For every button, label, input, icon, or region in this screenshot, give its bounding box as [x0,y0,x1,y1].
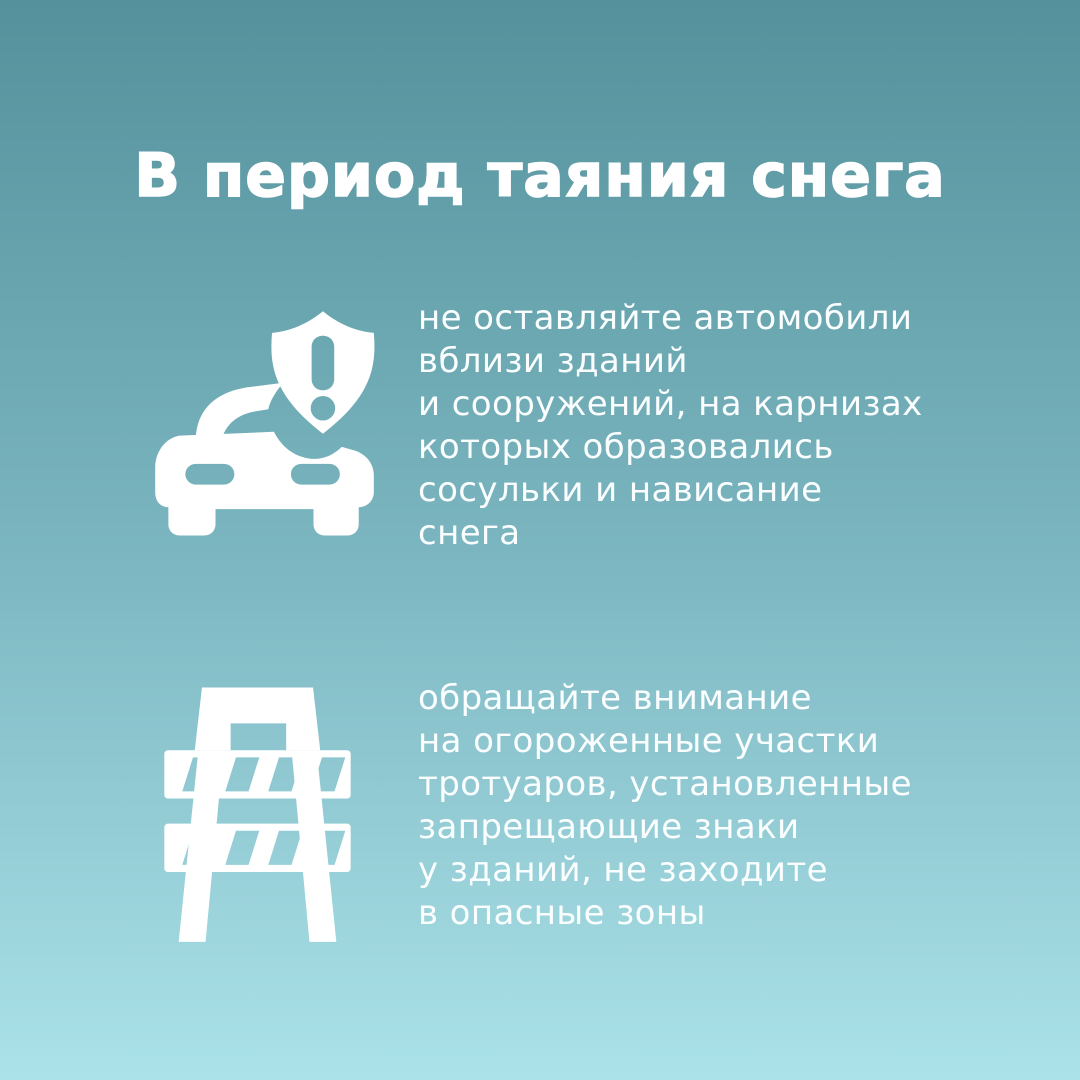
section-2-line: обращайте внимание [418,678,812,718]
section-1-line: снега [418,513,521,553]
section-2-line: у зданий, не заходите [418,850,828,890]
car-with-warning-shield-icon [142,298,387,543]
section-1-line: не оставляйте автомобили [418,298,913,338]
section-1-line: которых образовались [418,427,834,467]
section-1-line: сосульки и нависание [418,470,823,510]
section-1-line: вблизи зданий [418,341,688,381]
section-2-line: в опасные зоны [418,893,706,933]
poster-title: В период таяния снега [134,141,946,211]
section-2-line: на огороженные участки [418,721,880,761]
road-barrier-icon [150,682,365,942]
section-2-text [418,677,912,935]
section-2-line: запрещающие знаки [418,807,800,847]
section-1-text [418,297,923,555]
section-1-line: и сооружений, на карнизах [418,384,923,424]
section-2-line: тротуаров, установленные [418,764,912,804]
